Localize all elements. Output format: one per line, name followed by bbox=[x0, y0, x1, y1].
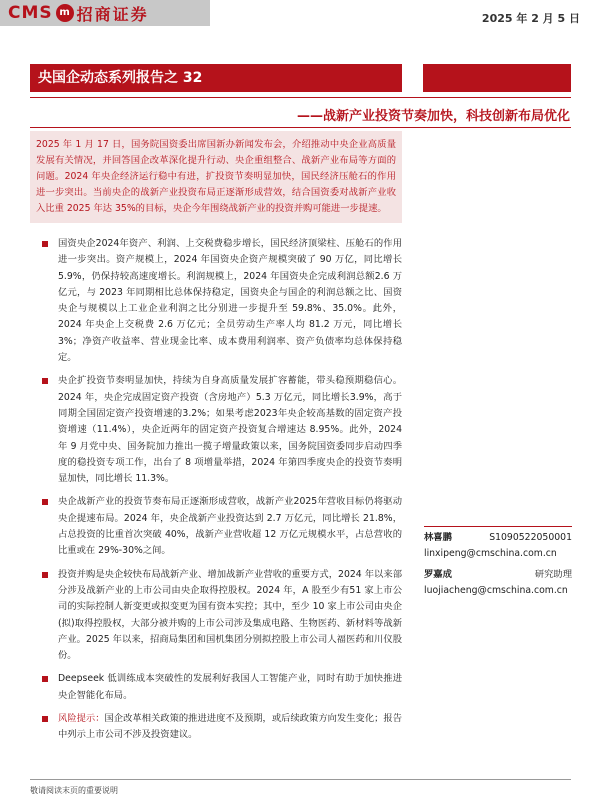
report-date: 2025 年 2 月 5 日 bbox=[481, 12, 580, 25]
analyst-email[interactable]: linxipeng@cmschina.com.cn bbox=[424, 548, 557, 559]
report-subtitle: ——战新产业投资节奏加快，科技创新布局优化 bbox=[296, 109, 570, 124]
key-point-text: 央企战新产业的投资节奏布局正逐渐形成营收，战新产业2025年营收目标仍将驱动央企提速布局。2024 年，央企战新产业投资达到 2.7 万亿元，同比增长 21.8%，占总投资的比重首次突破 40%，战新产业营收超 12 万亿元规模水平，占总营收的比重或在 29%-30%之间。 bbox=[58, 496, 402, 557]
key-point bbox=[40, 567, 402, 665]
key-point-text: 央企扩投资节奏明显加快，持续为自身高质量发展扩容蓄能，带头稳预期稳信心。2024 年，央企完成固定资产投资（含房地产）5.3 万亿元，同比增长3.9%，高于同期全国固定资产投资增速的3.2%；如果考虑2023年央企较高基数的固定资产投资增速（11.4%），央企近两年的固定资产投资复合增速达 8.95%。此外，2024 年 9 月党中央、国务院加力推出一揽子增量政策以来，国务院国资委同步启动四季度的稳投资专项工作，出台了 8 项增量举措，2024 年第四季度央企的投资节奏明显加快，同比增长 11.3%。 bbox=[58, 375, 402, 485]
bullet-square-icon bbox=[42, 572, 48, 578]
analyst-role: S1090522050001 bbox=[489, 532, 572, 543]
report-title: 央国企动态系列报告之 32 bbox=[30, 64, 402, 92]
logo-mark-icon: m bbox=[56, 4, 74, 22]
analyst-card bbox=[424, 530, 572, 562]
key-points bbox=[40, 236, 402, 751]
summary-box: 2025 年 1 月 17 日，国务院国资委出席国新办新闻发布会，介绍推动中央企业高质量发展有关情况，并回答国企改革深化提升行动、央企重组整合、战新产业布局等方面的问题。2024 年央企经济运行稳中有进，扩投资节奏明显加快，国民经济压舱石的作用进一步突出。当前央企的战新产业投资布局正逐渐形成营效，结合国资委对战新产业收入比重 2025 年达 35%的目标，央企今年围绕战新产业的投资并购可能进一步提速。 bbox=[30, 131, 402, 223]
key-point-text: Deepseek 低训练成本突破性的发展利好我国人工智能产业，同时有助于加快推进央企智能化布局。 bbox=[58, 673, 402, 701]
bullet-square-icon bbox=[42, 241, 48, 247]
analyst-role: 研究助理 bbox=[534, 569, 572, 580]
analyst-card bbox=[424, 567, 572, 599]
analyst-email[interactable]: luojiacheng@cmschina.com.cn bbox=[424, 585, 568, 596]
risk-text: 国企改革相关政策的推进进度不及预期，或后续政策方向发生变化；报告中列示上市公司不涉及投资建议。 bbox=[58, 713, 403, 741]
key-point bbox=[40, 373, 402, 487]
logo-latin: CMS bbox=[8, 3, 53, 23]
key-point bbox=[40, 494, 402, 559]
cms-logo bbox=[0, 0, 210, 26]
risk-warning bbox=[40, 711, 402, 744]
key-point bbox=[40, 236, 402, 366]
logo-chinese: 招商证券 bbox=[76, 4, 149, 24]
subtitle-divider bbox=[30, 127, 571, 128]
footer-note: 敬请阅读末页的重要说明 bbox=[30, 786, 118, 795]
title-accent-block bbox=[423, 64, 571, 92]
analyst-name: 林喜鹏 bbox=[424, 532, 452, 543]
analyst-divider bbox=[424, 526, 572, 527]
risk-label: 风险提示： bbox=[58, 713, 105, 725]
bullet-square-icon bbox=[42, 676, 48, 682]
footer-divider bbox=[30, 779, 571, 780]
title-divider bbox=[30, 97, 571, 98]
page-header bbox=[0, 0, 600, 42]
bullet-square-icon bbox=[42, 378, 48, 384]
key-point-text: 投资并购是央企较快布局战新产业、增加战新产业营收的重要方式，2024 年以来部分涉及战新产业的上市公司由央企取得控股权。2024 年，A 股至少有51 家上市公司的实际控制人新变更或拟变更为国有资本实控；其中，至少 10 家上市公司由央企(拟)取得控股权，大部分被并购的上市公司涉及集成电路、生物医药、新材料等战新产业。2025 年以来，招商局集团和国机集团分别拟控股上市公司人福医药和川仪股份。 bbox=[58, 568, 402, 662]
bullet-square-icon bbox=[42, 716, 48, 722]
key-point-text: 国资央企2024年资产、利润、上交税费稳步增长，国民经济顶梁柱、压舱石的作用进一步突出。资产规模上，2024 年国资央企资产规模突破了 90 万亿，同比增长 5.9%，仍保持较高速度增长。利润规模上，2024 年国资央企完成利润总额2.6 万亿元，与 2023 年同期相比总体保持稳定，国资央企与国企的利润总额之比、国资央企与规模以上工业企业利润之比分别进一步提升至 59.8%、35.0%。此外，2024 年央企上交税费 2.6 万亿元；全员劳动生产率人均 81.2 万元，同比增长 3%；净资产收益率、营业现金比率、成本费用利润率、资产负债率均总体保持稳定。 bbox=[58, 238, 402, 364]
bullet-square-icon bbox=[42, 499, 48, 505]
analyst-name: 罗嘉成 bbox=[424, 569, 452, 580]
key-point bbox=[40, 671, 402, 704]
